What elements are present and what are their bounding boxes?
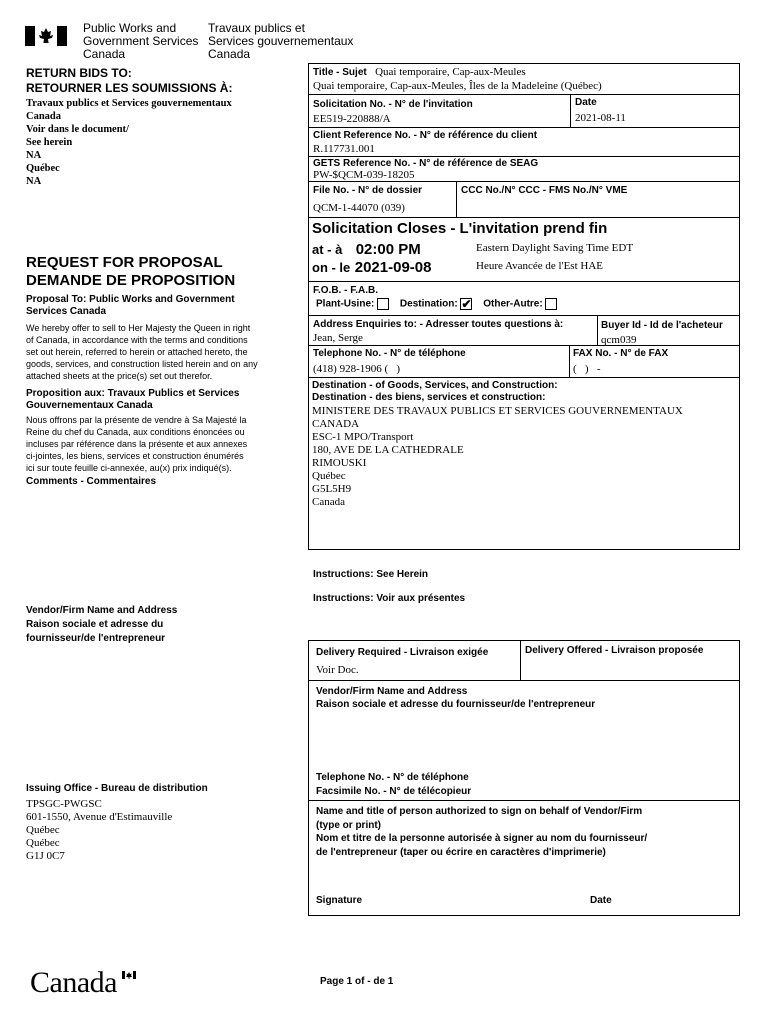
gets-reference-value: PW-$QCM-039-18205	[313, 169, 415, 181]
file-number-value: QCM-1-44070 (039)	[313, 202, 405, 214]
signature-date-label: Date	[590, 895, 612, 906]
return-bids-address: Travaux publics et Services gouvernementaux Canada Voir dans le document/ See herein NA Québec NA	[26, 98, 232, 187]
instructions-fr: Instructions: Voir aux présentes	[313, 593, 466, 604]
destination-label: Destination:	[399, 298, 458, 310]
proposition-text: Nous offrons par la présente de vendre à Sa Majesté la Reine du chef du Canada, aux conditions énoncées ou incluses par référence dans la présente et aux annexes ci-jointes, les biens, services et construction énumérés ici sur toute feuille ci-annexée, au(x) prix indiqué(s).	[26, 415, 248, 473]
vendor-phone-fax-label: Telephone No. - N° de téléphone Facsimile No. - N° de télécopieur	[316, 772, 472, 797]
signature-label: Signature	[316, 895, 363, 906]
delivery-offered-label: Delivery Offered - Livraison proposée	[525, 645, 704, 656]
fax-label: FAX No. - N° de FAX	[573, 348, 669, 359]
ccc-number-label: CCC No./N° CCC - FMS No./N° VME	[461, 185, 628, 196]
issuing-office-heading: Issuing Office - Bureau de distribution	[26, 783, 208, 794]
canada-flag-icon	[25, 26, 67, 46]
fax-value: ( ) -	[573, 363, 601, 375]
department-name-en: Public Works and Government Services Canada	[83, 21, 199, 61]
on-value: 2021-09-08	[354, 259, 432, 276]
title-field	[313, 66, 526, 78]
telephone-value: (418) 928-1906 ( )	[313, 363, 401, 375]
plant-label: Plant-Usine:	[316, 298, 375, 310]
proposition-heading: Proposition aux: Travaux Publics et Services Gouvernementaux Canada	[26, 388, 240, 411]
request-title: REQUEST FOR PROPOSAL DEMANDE DE PROPOSITION	[26, 254, 236, 289]
address-enquiries-value: Jean, Serge	[313, 332, 363, 344]
return-bids-heading: RETURN BIDS TO: RETOURNER LES SOUMISSIONS À:	[26, 66, 233, 95]
check-icon: ✔	[461, 297, 472, 311]
authorized-person-field[interactable]	[310, 862, 738, 890]
destination-checkbox[interactable]	[460, 298, 472, 310]
buyer-id-value: qcm039	[601, 334, 637, 345]
comments-label: Comments - Commentaires	[26, 476, 157, 487]
title-value: Quai temporaire, Cap-aux-Meules	[375, 66, 526, 78]
address-enquiries-label: Address Enquiries to: - Adresser toutes questions à:	[313, 319, 564, 330]
date-label: Date	[575, 97, 597, 108]
issuing-office-address: TPSGC-PWGSC 601-1550, Avenue d'Estimauville Québec Québec G1J 0C7	[26, 798, 173, 862]
timezone-en: Eastern Daylight Saving Time EDT	[476, 242, 634, 254]
vendor-name-address-field[interactable]	[310, 712, 738, 766]
proposal-to-heading: Proposal To: Public Works and Government Services Canada	[26, 294, 235, 317]
date-value: 2021-08-11	[575, 112, 626, 124]
department-name-fr: Travaux publics et Services gouvernementaux Canada	[208, 21, 354, 61]
buyer-id-label: Buyer Id - Id de l'acheteur	[601, 320, 723, 331]
title-value-full: Quai temporaire, Cap-aux-Meules, Îles de la Madeleine (Québec)	[313, 80, 602, 92]
fob-label: F.O.B. - F.A.B.	[313, 285, 378, 296]
client-reference-label: Client Reference No. - N° de référence du client	[313, 130, 538, 141]
gets-reference-label: GETS Reference No. - N° de référence de SEAG	[313, 158, 539, 169]
other-checkbox[interactable]	[545, 298, 557, 310]
wordmark-flag-icon	[122, 966, 136, 984]
vendor-heading-left: Vendor/Firm Name and Address Raison sociale et adresse du fournisseur/de l'entrepreneur	[26, 605, 178, 644]
closing-date	[312, 259, 431, 277]
canada-wordmark	[30, 966, 117, 1000]
fob-options	[316, 298, 557, 310]
on-label: on - le	[312, 260, 351, 275]
timezone-fr: Heure Avancée de l'Est HAE	[476, 260, 604, 272]
delivery-required-value: Voir Doc.	[316, 664, 359, 676]
closing-time	[312, 241, 421, 259]
plant-checkbox[interactable]	[377, 298, 389, 310]
authorized-person-label: Name and title of person authorized to sign on behalf of Vendor/Firm (type or print) Nom et titre de la personne autorisée à signer au nom du fournisseur/ de l'entrepreneur (taper ou écrire en caractères d'imprimerie)	[316, 806, 648, 858]
solicitation-closes-title: Solicitation Closes - L'invitation prend fin	[312, 220, 608, 237]
page-number: Page 1 of - de 1	[320, 976, 394, 987]
at-value: 02:00 PM	[355, 241, 421, 258]
solicitation-number-label: Solicitation No. - N° de l'invitation	[313, 99, 473, 110]
delivery-required-label: Delivery Required - Livraison exigée	[316, 647, 489, 658]
proposal-to-text: We hereby offer to sell to Her Majesty the Queen in right of Canada, in accordance with the terms and conditions set out herein, referred to herein or attached hereto, the goods, services, and construction listed herein and on any attached sheets at the price(s) set out therefor.	[26, 323, 258, 381]
at-label: at - à	[312, 242, 343, 257]
destination-address: MINISTERE DES TRAVAUX PUBLICS ET SERVICES GOUVERNEMENTAUX CANADA ESC-1 MPO/Transport 180, AVE DE LA CATHEDRALE RIMOUSKI Québec G5L5H9 Canada	[312, 405, 683, 508]
vendor-name-address-label: Vendor/Firm Name and Address Raison sociale et adresse du fournisseur/de l'entrepreneur	[316, 686, 596, 710]
client-reference-value: R.117731.001	[313, 143, 375, 155]
destination-heading: Destination - of Goods, Services, and Construction: Destination - des biens, services et construction:	[312, 380, 558, 403]
instructions-en: Instructions: See Herein	[313, 569, 429, 580]
title-label: Title - Sujet	[313, 67, 367, 78]
telephone-label: Telephone No. - N° de téléphone	[313, 348, 466, 359]
other-label: Other-Autre:	[483, 298, 543, 310]
file-number-label: File No. - N° de dossier	[313, 185, 423, 196]
canada-wordmark-text: Canada	[30, 966, 117, 999]
solicitation-number-value: EE519-220888/A	[313, 113, 391, 125]
